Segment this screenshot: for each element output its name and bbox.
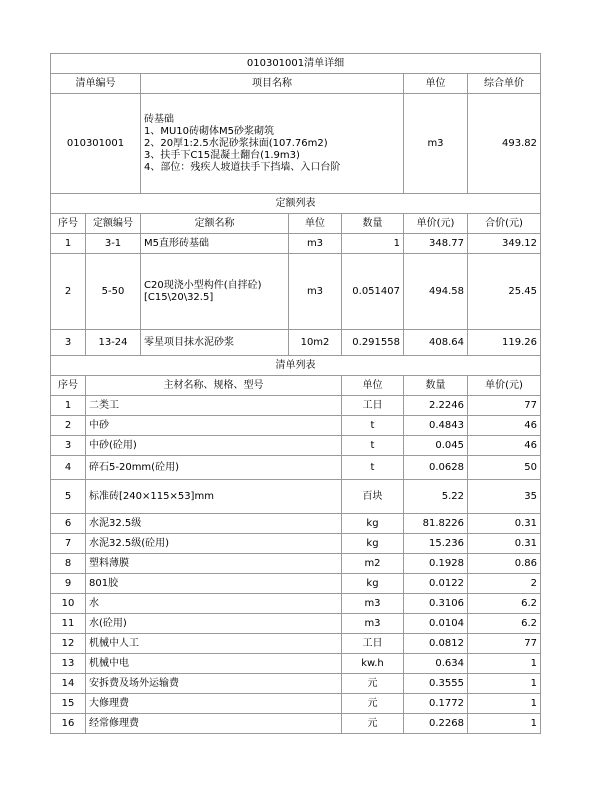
material-no: 11: [51, 614, 86, 634]
material-qty: 0.0122: [404, 574, 468, 594]
quota-code: 3-1: [86, 234, 141, 254]
quota-header: 合价(元): [468, 214, 541, 234]
material-no: 2: [51, 416, 86, 436]
material-row: [51, 614, 541, 634]
material-name: 二类工: [86, 396, 342, 416]
quota-price: 348.77: [404, 234, 468, 254]
quota-total: 25.45: [468, 254, 541, 330]
material-unit: t: [342, 456, 404, 480]
material-name: 机械中人工: [86, 634, 342, 654]
header-name: 项目名称: [141, 74, 404, 94]
material-qty: 0.1772: [404, 694, 468, 714]
material-row: [51, 436, 541, 456]
materials-header: 数量: [404, 376, 468, 396]
quota-total: 119.26: [468, 330, 541, 356]
material-unit: kg: [342, 534, 404, 554]
material-price: 50: [468, 456, 541, 480]
item-name-line: 砖基础: [144, 113, 174, 125]
material-price: 2: [468, 574, 541, 594]
materials-header: 单价(元): [468, 376, 541, 396]
material-name: 标准砖[240×115×53]mm: [86, 480, 342, 514]
material-unit: kg: [342, 574, 404, 594]
materials-section-title: 清单列表: [51, 356, 541, 376]
material-name: 大修理费: [86, 694, 342, 714]
material-qty: 0.0104: [404, 614, 468, 634]
material-unit: 元: [342, 694, 404, 714]
material-name: 水(砼用): [86, 614, 342, 634]
materials-header: 序号: [51, 376, 86, 396]
material-no: 10: [51, 594, 86, 614]
material-no: 15: [51, 694, 86, 714]
material-unit: 元: [342, 714, 404, 734]
material-unit: m3: [342, 614, 404, 634]
material-unit: m2: [342, 554, 404, 574]
material-row: [51, 674, 541, 694]
material-unit: kw.h: [342, 654, 404, 674]
material-row: [51, 534, 541, 554]
material-qty: 0.0628: [404, 456, 468, 480]
header-code: 清单编号: [51, 74, 141, 94]
material-qty: 0.045: [404, 436, 468, 456]
table-title: 010301001清单详细: [51, 54, 541, 74]
item-name-line: 2、20厚1:2.5水泥砂浆抹面(107.76m2): [144, 137, 328, 149]
item-name-line: 3、扶手下C15混凝土翻台(1.9m3): [144, 149, 300, 161]
item-price: 493.82: [468, 94, 541, 194]
material-name: 水泥32.5级: [86, 514, 342, 534]
material-unit: 百块: [342, 480, 404, 514]
material-price: 46: [468, 416, 541, 436]
material-qty: 0.3555: [404, 674, 468, 694]
material-no: 14: [51, 674, 86, 694]
material-unit: kg: [342, 514, 404, 534]
quota-qty: 0.051407: [342, 254, 404, 330]
quota-code: 5-50: [86, 254, 141, 330]
material-qty: 5.22: [404, 480, 468, 514]
material-no: 13: [51, 654, 86, 674]
quota-qty: 1: [342, 234, 404, 254]
quota-price: 494.58: [404, 254, 468, 330]
material-unit: t: [342, 416, 404, 436]
material-price: 77: [468, 396, 541, 416]
quota-unit: m3: [289, 254, 342, 330]
material-price: 1: [468, 654, 541, 674]
header-unit: 单位: [404, 74, 468, 94]
material-price: 6.2: [468, 594, 541, 614]
material-price: 0.31: [468, 534, 541, 554]
material-qty: 0.2268: [404, 714, 468, 734]
material-qty: 15.236: [404, 534, 468, 554]
item-code: 010301001: [51, 94, 141, 194]
quota-total: 349.12: [468, 234, 541, 254]
material-name: 中砂: [86, 416, 342, 436]
material-row: [51, 694, 541, 714]
quota-unit: m3: [289, 234, 342, 254]
quota-price: 408.64: [404, 330, 468, 356]
material-name: 碎石5-20mm(砼用): [86, 456, 342, 480]
quota-no: 2: [51, 254, 86, 330]
material-price: 1: [468, 694, 541, 714]
quota-header: 数量: [342, 214, 404, 234]
material-row: [51, 554, 541, 574]
material-price: 46: [468, 436, 541, 456]
material-unit: 元: [342, 674, 404, 694]
material-qty: 0.3106: [404, 594, 468, 614]
material-no: 8: [51, 554, 86, 574]
material-price: 35: [468, 480, 541, 514]
material-name: 水: [86, 594, 342, 614]
material-price: 6.2: [468, 614, 541, 634]
material-no: 3: [51, 436, 86, 456]
material-price: 0.86: [468, 554, 541, 574]
material-row: [51, 514, 541, 534]
quota-header: 单位: [289, 214, 342, 234]
quota-code: 13-24: [86, 330, 141, 356]
bill-detail-table: [50, 53, 541, 734]
quota-no: 3: [51, 330, 86, 356]
material-qty: 0.0812: [404, 634, 468, 654]
material-name: 经常修理费: [86, 714, 342, 734]
material-price: 0.31: [468, 514, 541, 534]
item-description: [141, 94, 404, 194]
quota-row: [51, 254, 541, 330]
material-no: 12: [51, 634, 86, 654]
material-qty: 81.8226: [404, 514, 468, 534]
material-no: 5: [51, 480, 86, 514]
quota-name: C20现浇小型构件(自拌砼)[C15\20\32.5]: [141, 254, 289, 330]
material-row: [51, 416, 541, 436]
material-row: [51, 456, 541, 480]
material-name: 水泥32.5级(砼用): [86, 534, 342, 554]
material-row: [51, 574, 541, 594]
material-name: 中砂(砼用): [86, 436, 342, 456]
material-row: [51, 480, 541, 514]
material-price: 1: [468, 714, 541, 734]
materials-header: 单位: [342, 376, 404, 396]
material-no: 16: [51, 714, 86, 734]
material-no: 9: [51, 574, 86, 594]
materials-header: 主材名称、规格、型号: [86, 376, 342, 396]
quota-row: [51, 234, 541, 254]
material-row: [51, 634, 541, 654]
material-row: [51, 654, 541, 674]
quota-row: [51, 330, 541, 356]
material-no: 6: [51, 514, 86, 534]
material-no: 1: [51, 396, 86, 416]
quota-header: 单价(元): [404, 214, 468, 234]
header-price: 综合单价: [468, 74, 541, 94]
quota-name: 零星项目抹水泥砂浆: [141, 330, 289, 356]
material-name: 塑料薄膜: [86, 554, 342, 574]
quota-header: 定额名称: [141, 214, 289, 234]
quota-header: 定额编号: [86, 214, 141, 234]
material-unit: 工日: [342, 634, 404, 654]
quota-header: 序号: [51, 214, 86, 234]
material-row: [51, 594, 541, 614]
quota-unit: 10m2: [289, 330, 342, 356]
material-name: 机械中电: [86, 654, 342, 674]
quota-name: M5直形砖基础: [141, 234, 289, 254]
quota-no: 1: [51, 234, 86, 254]
material-name: 801胶: [86, 574, 342, 594]
material-price: 77: [468, 634, 541, 654]
material-row: [51, 396, 541, 416]
material-qty: 0.634: [404, 654, 468, 674]
item-name-line: 1、MU10砖砌体M5砂浆砌筑: [144, 125, 275, 137]
material-no: 4: [51, 456, 86, 480]
material-qty: 0.4843: [404, 416, 468, 436]
material-unit: m3: [342, 594, 404, 614]
material-row: [51, 714, 541, 734]
material-name: 安拆费及场外运输费: [86, 674, 342, 694]
quota-section-title: 定额列表: [51, 194, 541, 214]
material-unit: t: [342, 436, 404, 456]
material-price: 1: [468, 674, 541, 694]
material-no: 7: [51, 534, 86, 554]
material-qty: 2.2246: [404, 396, 468, 416]
material-qty: 0.1928: [404, 554, 468, 574]
item-unit: m3: [404, 94, 468, 194]
item-name-line: 4、部位：残疾人坡道扶手下挡墙、入口台阶: [144, 161, 341, 173]
material-unit: 工日: [342, 396, 404, 416]
quota-qty: 0.291558: [342, 330, 404, 356]
